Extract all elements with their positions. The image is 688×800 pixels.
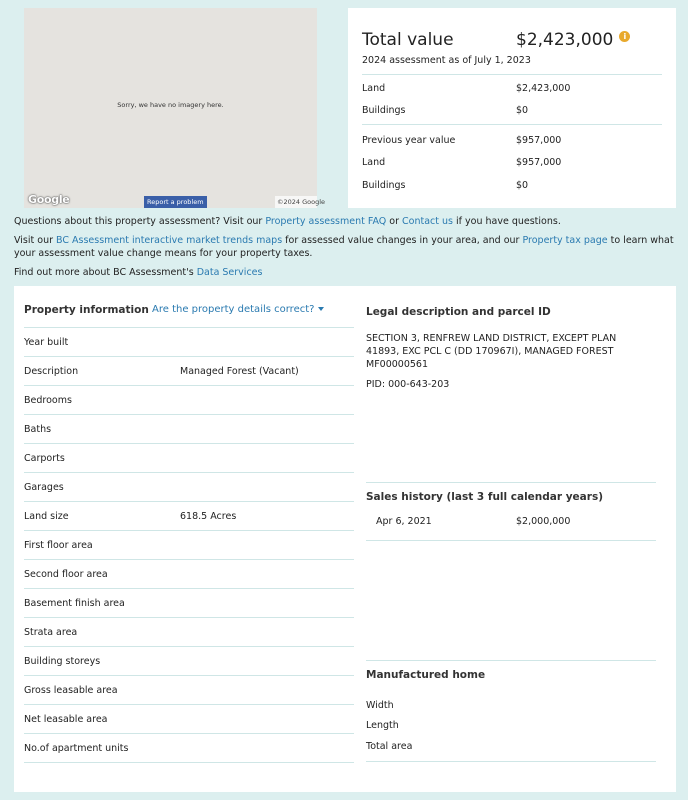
value-row-amount: $957,000 bbox=[516, 134, 562, 146]
property-row bbox=[24, 386, 354, 415]
info-text-segment: Questions about this property assessment? Visit our bbox=[14, 216, 266, 227]
google-logo: Google bbox=[28, 193, 70, 206]
property-assessment-faq-link[interactable]: Property assessment FAQ bbox=[265, 216, 387, 227]
current-value-group bbox=[362, 75, 662, 125]
value-row bbox=[362, 129, 662, 152]
property-details-correct-link[interactable] bbox=[152, 304, 324, 315]
property-row bbox=[24, 618, 354, 647]
value-row-label: Buildings bbox=[362, 179, 406, 191]
property-row-label: Land size bbox=[24, 510, 69, 522]
total-value-title: Total value bbox=[362, 30, 454, 50]
report-problem-link[interactable]: Report a problem bbox=[144, 196, 207, 208]
value-row bbox=[362, 100, 662, 123]
property-row-label: Gross leasable area bbox=[24, 684, 118, 696]
property-row-label: Basement finish area bbox=[24, 597, 125, 609]
sales-history-title: Sales history (last 3 full calendar years) bbox=[366, 491, 603, 503]
legal-description-title: Legal description and parcel ID bbox=[366, 306, 551, 318]
assessment-date: 2024 assessment as of July 1, 2023 bbox=[362, 55, 662, 75]
property-row-label: Garages bbox=[24, 481, 64, 493]
info-text-segment: Find out more about BC Assessment's bbox=[14, 267, 197, 278]
property-row bbox=[24, 676, 354, 705]
value-row-amount: $2,423,000 bbox=[516, 82, 571, 94]
property-row-label: Carports bbox=[24, 452, 65, 464]
property-row-label: Description bbox=[24, 365, 79, 377]
manufactured-home-title: Manufactured home bbox=[366, 669, 486, 681]
parcel-id: PID: 000-643-203 bbox=[366, 379, 450, 390]
property-row bbox=[24, 357, 354, 386]
legal-description-section bbox=[366, 306, 656, 390]
property-row bbox=[24, 589, 354, 618]
property-row bbox=[24, 328, 354, 357]
property-row bbox=[24, 531, 354, 560]
info-text-segment: if you have questions. bbox=[453, 216, 561, 227]
property-row bbox=[24, 473, 354, 502]
property-row bbox=[24, 415, 354, 444]
info-icon[interactable]: i bbox=[619, 31, 630, 42]
map-copyright: ©2024 Google bbox=[277, 198, 326, 206]
property-tax-page-link[interactable]: Property tax page bbox=[522, 235, 608, 246]
property-details-correct-label[interactable]: Are the property details correct? bbox=[152, 304, 315, 315]
assessment-value-card bbox=[348, 8, 676, 208]
property-row-label: Building storeys bbox=[24, 655, 101, 667]
property-row bbox=[24, 444, 354, 473]
value-row-label: Buildings bbox=[362, 105, 406, 117]
map-view[interactable] bbox=[24, 8, 326, 208]
property-row-label: Net leasable area bbox=[24, 713, 108, 725]
property-row-value: Managed Forest (Vacant) bbox=[180, 365, 299, 377]
data-services-link[interactable]: Data Services bbox=[196, 267, 263, 278]
market-trends-maps-link[interactable]: BC Assessment interactive market trends maps bbox=[56, 235, 283, 246]
faq-info-text bbox=[14, 216, 674, 229]
value-row-label: Land bbox=[362, 157, 386, 169]
value-row-label: Previous year value bbox=[362, 134, 456, 146]
property-row-label: Bedrooms bbox=[24, 394, 72, 406]
property-row-label: Strata area bbox=[24, 626, 78, 638]
value-row-amount: $957,000 bbox=[516, 157, 562, 169]
property-row-label: Baths bbox=[24, 423, 52, 435]
sale-date: Apr 6, 2021 bbox=[376, 516, 432, 527]
property-row-label: First floor area bbox=[24, 539, 93, 551]
sales-history-row bbox=[366, 503, 656, 541]
data-services-info-text bbox=[14, 267, 674, 280]
value-row-amount: $0 bbox=[516, 105, 529, 117]
info-text-segment: to learn what your assessment value change means for your property taxes. bbox=[14, 235, 674, 259]
info-text-segment: for assessed value changes in your area, and our bbox=[282, 235, 523, 246]
manufactured-home-row: Total area bbox=[366, 740, 413, 752]
property-row-label: No.of apartment units bbox=[24, 742, 129, 754]
property-row bbox=[24, 647, 354, 676]
property-row bbox=[24, 560, 354, 589]
manufactured-home-row: Width bbox=[366, 699, 394, 711]
previous-value-group bbox=[362, 125, 662, 197]
property-row bbox=[24, 734, 354, 763]
total-value-amount: $2,423,000 bbox=[516, 30, 614, 50]
contact-us-link[interactable]: Contact us bbox=[402, 216, 453, 227]
manufactured-home-section bbox=[366, 660, 656, 762]
manufactured-home-row: Length bbox=[366, 720, 399, 732]
property-details-panel bbox=[14, 286, 676, 792]
property-row bbox=[24, 705, 354, 734]
value-row-amount: $0 bbox=[516, 179, 529, 191]
property-information-section bbox=[24, 300, 354, 763]
sales-history-section bbox=[366, 482, 656, 541]
property-row-label: Year built bbox=[24, 336, 69, 348]
value-row bbox=[362, 152, 662, 175]
property-information-title: Property information bbox=[24, 303, 149, 316]
property-row bbox=[24, 502, 354, 531]
sale-price: $2,000,000 bbox=[516, 516, 571, 527]
market-trends-info-text bbox=[14, 235, 674, 260]
map-no-imagery-message: Sorry, we have no imagery here. bbox=[117, 101, 224, 109]
value-row bbox=[362, 77, 662, 100]
info-text-segment: Visit our bbox=[14, 235, 57, 246]
value-row bbox=[362, 174, 662, 197]
value-row-label: Land bbox=[362, 82, 386, 94]
property-row-value: 618.5 Acres bbox=[180, 510, 237, 522]
chevron-down-icon[interactable] bbox=[318, 307, 324, 311]
info-text-segment: or bbox=[386, 216, 403, 227]
legal-description-text: SECTION 3, RENFREW LAND DISTRICT, EXCEPT PLAN 41893, EXC PCL C (DD 170967I), MANAGED FOREST MF00000561 bbox=[366, 333, 617, 370]
property-row-label: Second floor area bbox=[24, 568, 108, 580]
